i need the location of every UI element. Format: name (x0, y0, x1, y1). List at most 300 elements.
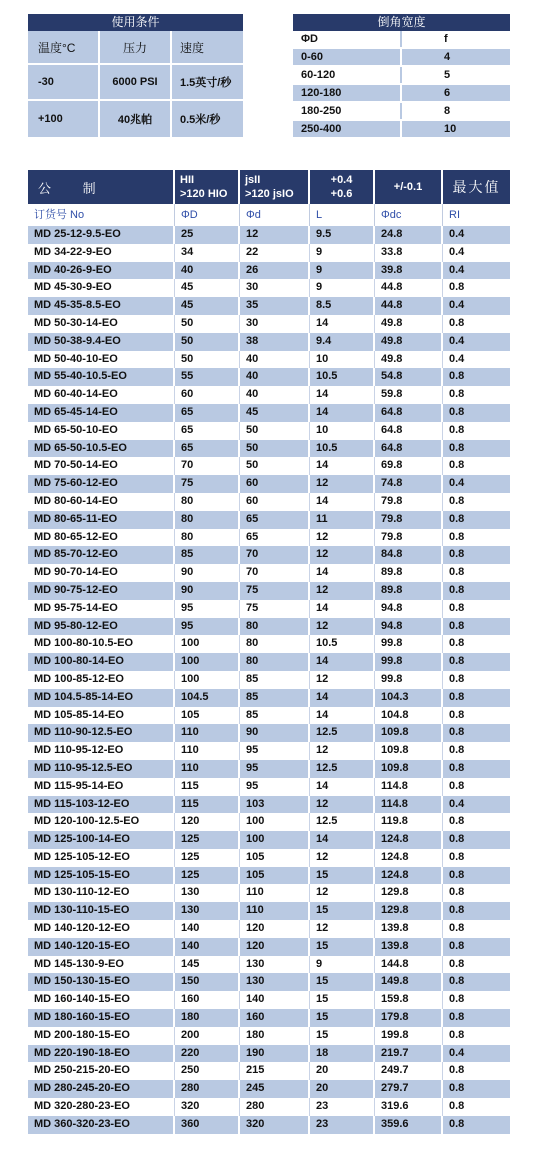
cell-radius: 0.8 (449, 637, 465, 650)
cell-outer-diameter: 80 (175, 511, 240, 529)
cell-order-no: MD 50-30-14-EO (28, 315, 175, 333)
cell-length: 14 (310, 653, 375, 671)
cell-radius: 0.8 (449, 316, 465, 329)
cell-radius: 0.8 (449, 690, 465, 703)
cell-inner-diameter: 160 (240, 1009, 310, 1027)
cell-outer-diameter: 100 (175, 653, 240, 671)
temperature-max: +100 (38, 113, 63, 125)
cell-order-no: MD 100-80-10.5-EO (28, 635, 175, 653)
cell-inner-diameter: 40 (240, 351, 310, 369)
cell-radius: 0.8 (449, 1028, 465, 1041)
cell-inner-diameter: 80 (240, 653, 310, 671)
cell-length: 10 (310, 422, 375, 440)
cell-outer-diameter: 110 (175, 724, 240, 742)
cell-radius: 0.8 (449, 655, 465, 668)
table-row (28, 600, 510, 618)
cell-radius: 0.4 (449, 797, 465, 810)
cell-dc-diameter: 139.8 (375, 938, 443, 956)
cell-length: 9 (310, 244, 375, 262)
cell-outer-diameter: 100 (175, 671, 240, 689)
cell-order-no: MD 130-110-12-EO (28, 884, 175, 902)
chamfer-width: 8 (444, 105, 451, 117)
cell-order-no: MD 80-65-11-EO (28, 511, 175, 529)
cell-inner-diameter: 120 (240, 920, 310, 938)
cell-inner-diameter: 70 (240, 546, 310, 564)
cell-dc-diameter: 99.8 (375, 635, 443, 653)
cell-order-no: MD 150-130-15-EO (28, 973, 175, 991)
cell-order-no: MD 65-50-10.5-EO (28, 440, 175, 458)
chamfer-width: 6 (444, 87, 451, 99)
cell-outer-diameter: 220 (175, 1045, 240, 1063)
table-row (28, 956, 510, 974)
cell-inner-diameter: 60 (240, 475, 310, 493)
cell-radius: 0.8 (449, 619, 465, 632)
cell-dc-diameter: 124.8 (375, 867, 443, 885)
cell-order-no: MD 115-95-14-EO (28, 778, 175, 796)
header-dc-tolerance: +/-0.1 (375, 170, 443, 204)
cell-inner-diameter: 190 (240, 1045, 310, 1063)
cell-dc-diameter: 139.8 (375, 920, 443, 938)
cell-length: 12.5 (310, 813, 375, 831)
cell-inner-diameter: 50 (240, 422, 310, 440)
table-row (28, 315, 510, 333)
cell-inner-diameter: 85 (240, 689, 310, 707)
chamfer-range: 0-60 (293, 49, 402, 65)
cell-order-no: MD 25-12-9.5-EO (28, 226, 175, 244)
cell-dc-diameter: 114.8 (375, 796, 443, 814)
cell-length: 15 (310, 973, 375, 991)
cell-length: 10.5 (310, 440, 375, 458)
cell-radius: 0.8 (449, 850, 465, 863)
cell-dc-diameter: 104.3 (375, 689, 443, 707)
cell-radius: 0.4 (449, 245, 465, 258)
cell-dc-diameter: 49.8 (375, 315, 443, 333)
cell-length: 12 (310, 742, 375, 760)
table-row (28, 1116, 510, 1134)
cell-outer-diameter: 115 (175, 796, 240, 814)
cell-dc-diameter: 359.6 (375, 1116, 443, 1134)
cell-outer-diameter: 160 (175, 991, 240, 1009)
cell-length: 15 (310, 902, 375, 920)
cell-dc-diameter: 94.8 (375, 618, 443, 636)
cell-outer-diameter: 280 (175, 1080, 240, 1098)
cell-order-no: MD 50-38-9.4-EO (28, 333, 175, 351)
cell-dc-diameter: 39.8 (375, 262, 443, 280)
cell-dc-diameter: 64.8 (375, 422, 443, 440)
cell-length: 14 (310, 564, 375, 582)
cell-order-no: MD 140-120-12-EO (28, 920, 175, 938)
cell-inner-diameter: 215 (240, 1062, 310, 1080)
cell-order-no: MD 75-60-12-EO (28, 475, 175, 493)
cell-radius: 0.8 (449, 583, 465, 596)
cell-length: 14 (310, 457, 375, 475)
cell-length: 12 (310, 671, 375, 689)
pressure-mpa: 40兆帕 (117, 114, 153, 126)
cell-order-no: MD 95-75-14-EO (28, 600, 175, 618)
cell-radius: 0.4 (449, 334, 465, 347)
cell-dc-diameter: 94.8 (375, 600, 443, 618)
cell-outer-diameter: 105 (175, 707, 240, 725)
cell-outer-diameter: 50 (175, 333, 240, 351)
cell-length: 12 (310, 529, 375, 547)
cell-inner-diameter: 130 (240, 973, 310, 991)
cell-radius: 0.8 (449, 726, 465, 739)
cell-outer-diameter: 140 (175, 938, 240, 956)
cell-radius: 0.8 (449, 708, 465, 721)
cell-outer-diameter: 75 (175, 475, 240, 493)
cell-length: 11 (310, 511, 375, 529)
table-row (28, 796, 510, 814)
cell-dc-diameter: 44.8 (375, 297, 443, 315)
table-row (28, 333, 510, 351)
cell-inner-diameter: 40 (240, 368, 310, 386)
header-d-tolerance-text: jsII >120 jsIO (245, 174, 294, 200)
cell-radius: 0.8 (449, 1011, 465, 1024)
cell-order-no: MD 45-30-9-EO (28, 279, 175, 297)
chamfer-row (293, 103, 510, 121)
cell-dc-diameter: 89.8 (375, 564, 443, 582)
cell-order-no: MD 250-215-20-EO (28, 1062, 175, 1080)
table-row (28, 991, 510, 1009)
cell-dc-diameter: 109.8 (375, 742, 443, 760)
table-row (28, 1062, 510, 1080)
cell-outer-diameter: 140 (175, 920, 240, 938)
table-row (28, 707, 510, 725)
cell-length: 12 (310, 849, 375, 867)
chamfer-title: 倒角宽度 (293, 14, 510, 31)
cell-inner-diameter: 130 (240, 956, 310, 974)
cell-outer-diameter: 250 (175, 1062, 240, 1080)
cell-radius: 0.8 (449, 548, 465, 561)
cell-outer-diameter: 55 (175, 368, 240, 386)
header-L-tolerance-text: +0.4 +0.6 (330, 174, 353, 200)
cell-radius: 0.4 (449, 299, 465, 312)
cell-outer-diameter: 50 (175, 351, 240, 369)
pressure-psi: 6000 PSI (112, 76, 158, 88)
table-row (28, 671, 510, 689)
cell-outer-diameter: 120 (175, 813, 240, 831)
cell-length: 15 (310, 938, 375, 956)
header-D-tolerance-text: HII >120 HIO (180, 174, 228, 200)
cell-dc-diameter: 109.8 (375, 760, 443, 778)
cell-dc-diameter: 319.6 (375, 1098, 443, 1116)
cell-dc-diameter: 44.8 (375, 279, 443, 297)
chamfer-header-row (293, 31, 510, 49)
cell-dc-diameter: 99.8 (375, 653, 443, 671)
table-row (28, 742, 510, 760)
table-row (28, 813, 510, 831)
table-row (28, 920, 510, 938)
cell-order-no: MD 280-245-20-EO (28, 1080, 175, 1098)
cell-radius: 0.8 (449, 672, 465, 685)
table-row (28, 1009, 510, 1027)
cell-radius: 0.8 (449, 815, 465, 828)
conditions-title: 使用条件 (28, 14, 243, 31)
cell-order-no: MD 115-103-12-EO (28, 796, 175, 814)
table-row (28, 653, 510, 671)
cell-length: 12.5 (310, 760, 375, 778)
cell-order-no: MD 125-105-15-EO (28, 867, 175, 885)
header-L-tolerance (310, 170, 375, 204)
cell-radius: 0.8 (449, 1064, 465, 1077)
cell-radius: 0.8 (449, 1100, 465, 1113)
cell-inner-diameter: 75 (240, 582, 310, 600)
cell-inner-diameter: 35 (240, 297, 310, 315)
header-metric: 公 制 (28, 170, 175, 204)
cell-inner-diameter: 140 (240, 991, 310, 1009)
table-row (28, 724, 510, 742)
table-row (28, 582, 510, 600)
cell-outer-diameter: 90 (175, 582, 240, 600)
cell-dc-diameter: 49.8 (375, 333, 443, 351)
table-body (28, 226, 510, 1134)
table-row (28, 1027, 510, 1045)
cell-dc-diameter: 109.8 (375, 724, 443, 742)
cell-length: 23 (310, 1116, 375, 1134)
cell-inner-diameter: 90 (240, 724, 310, 742)
cell-inner-diameter: 22 (240, 244, 310, 262)
cell-order-no: MD 85-70-12-EO (28, 546, 175, 564)
cell-radius: 0.8 (449, 370, 465, 383)
cell-inner-diameter: 75 (240, 600, 310, 618)
cell-inner-diameter: 95 (240, 742, 310, 760)
cell-outer-diameter: 50 (175, 315, 240, 333)
cell-dc-diameter: 24.8 (375, 226, 443, 244)
cell-length: 15 (310, 867, 375, 885)
cell-inner-diameter: 85 (240, 671, 310, 689)
table-row (28, 368, 510, 386)
cell-radius: 0.8 (449, 868, 465, 881)
subheader-dc: Φdc (375, 204, 443, 226)
cell-radius: 0.8 (449, 494, 465, 507)
table-row (28, 226, 510, 244)
chamfer-range: 250-400 (293, 121, 402, 137)
cell-dc-diameter: 249.7 (375, 1062, 443, 1080)
chamfer-width: 10 (444, 123, 457, 135)
cell-length: 15 (310, 1009, 375, 1027)
cell-length: 12 (310, 546, 375, 564)
cell-length: 14 (310, 778, 375, 796)
cell-outer-diameter: 104.5 (175, 689, 240, 707)
chamfer-header-f: f (444, 33, 448, 45)
cell-radius: 0.8 (449, 993, 465, 1006)
cell-outer-diameter: 320 (175, 1098, 240, 1116)
cell-outer-diameter: 90 (175, 564, 240, 582)
cell-outer-diameter: 80 (175, 493, 240, 511)
cell-inner-diameter: 100 (240, 831, 310, 849)
speed-imperial: 1.5英寸/秒 (180, 77, 232, 89)
cell-dc-diameter: 99.8 (375, 671, 443, 689)
table-row (28, 831, 510, 849)
cell-outer-diameter: 110 (175, 760, 240, 778)
subheader-d: Φd (240, 204, 310, 226)
cell-outer-diameter: 45 (175, 297, 240, 315)
cell-outer-diameter: 150 (175, 973, 240, 991)
cell-radius: 0.4 (449, 263, 465, 276)
cell-dc-diameter: 33.8 (375, 244, 443, 262)
cell-order-no: MD 65-45-14-EO (28, 404, 175, 422)
cell-length: 9.4 (310, 333, 375, 351)
table-subheader (28, 204, 510, 226)
cell-dc-diameter: 79.8 (375, 511, 443, 529)
cell-order-no: MD 60-40-14-EO (28, 386, 175, 404)
table-row (28, 618, 510, 636)
cell-outer-diameter: 130 (175, 884, 240, 902)
dimension-table (28, 170, 510, 1134)
table-row (28, 440, 510, 458)
subheader-D: ΦD (175, 204, 240, 226)
cell-inner-diameter: 105 (240, 849, 310, 867)
cell-radius: 0.8 (449, 886, 465, 899)
table-row (28, 262, 510, 280)
cell-length: 8.5 (310, 297, 375, 315)
table-row (28, 511, 510, 529)
cell-radius: 0.8 (449, 975, 465, 988)
cell-length: 12 (310, 920, 375, 938)
cell-radius: 0.8 (449, 1117, 465, 1130)
table-row (28, 635, 510, 653)
cell-length: 14 (310, 315, 375, 333)
cell-outer-diameter: 95 (175, 618, 240, 636)
table-row (28, 386, 510, 404)
cell-length: 14 (310, 404, 375, 422)
cell-dc-diameter: 64.8 (375, 440, 443, 458)
table-row (28, 351, 510, 369)
chamfer-row (293, 85, 510, 103)
cell-order-no: MD 95-80-12-EO (28, 618, 175, 636)
cell-inner-diameter: 12 (240, 226, 310, 244)
chamfer-panel (293, 14, 510, 139)
cell-outer-diameter: 130 (175, 902, 240, 920)
cell-order-no: MD 125-100-14-EO (28, 831, 175, 849)
table-row (28, 244, 510, 262)
cell-outer-diameter: 115 (175, 778, 240, 796)
table-row (28, 422, 510, 440)
cell-dc-diameter: 79.8 (375, 493, 443, 511)
cell-inner-diameter: 280 (240, 1098, 310, 1116)
table-row (28, 297, 510, 315)
cell-order-no: MD 220-190-18-EO (28, 1045, 175, 1063)
cell-order-no: MD 40-26-9-EO (28, 262, 175, 280)
cell-outer-diameter: 60 (175, 386, 240, 404)
cell-inner-diameter: 30 (240, 315, 310, 333)
chamfer-width: 4 (444, 51, 451, 63)
cell-length: 20 (310, 1080, 375, 1098)
cell-radius: 0.4 (449, 228, 465, 240)
cell-inner-diameter: 110 (240, 902, 310, 920)
cell-order-no: MD 55-40-10.5-EO (28, 368, 175, 386)
cell-outer-diameter: 65 (175, 422, 240, 440)
cell-inner-diameter: 40 (240, 386, 310, 404)
cell-order-no: MD 130-110-15-EO (28, 902, 175, 920)
cell-radius: 0.8 (449, 601, 465, 614)
cell-order-no: MD 110-90-12.5-EO (28, 724, 175, 742)
cell-length: 9 (310, 262, 375, 280)
chamfer-row (293, 49, 510, 67)
table-row (28, 778, 510, 796)
cell-inner-diameter: 38 (240, 333, 310, 351)
cell-outer-diameter: 360 (175, 1116, 240, 1134)
cell-dc-diameter: 114.8 (375, 778, 443, 796)
cell-order-no: MD 110-95-12-EO (28, 742, 175, 760)
table-row (28, 564, 510, 582)
cell-radius: 0.8 (449, 512, 465, 525)
cell-inner-diameter: 320 (240, 1116, 310, 1134)
cell-inner-diameter: 60 (240, 493, 310, 511)
table-row (28, 973, 510, 991)
subheader-R: RI (449, 209, 460, 221)
cell-radius: 0.8 (449, 459, 465, 472)
cell-length: 12 (310, 475, 375, 493)
cell-radius: 0.8 (449, 744, 465, 757)
cell-length: 10.5 (310, 368, 375, 386)
cell-inner-diameter: 80 (240, 618, 310, 636)
cell-outer-diameter: 180 (175, 1009, 240, 1027)
cell-radius: 0.8 (449, 779, 465, 792)
cell-order-no: MD 50-40-10-EO (28, 351, 175, 369)
table-row (28, 938, 510, 956)
cell-inner-diameter: 245 (240, 1080, 310, 1098)
table-row (28, 1045, 510, 1063)
table-row (28, 1080, 510, 1098)
table-header (28, 170, 510, 204)
cell-dc-diameter: 179.8 (375, 1009, 443, 1027)
cell-inner-diameter: 26 (240, 262, 310, 280)
cell-inner-diameter: 105 (240, 867, 310, 885)
cell-inner-diameter: 95 (240, 778, 310, 796)
cell-length: 23 (310, 1098, 375, 1116)
cell-inner-diameter: 110 (240, 884, 310, 902)
chamfer-width: 5 (444, 69, 451, 81)
table-row (28, 279, 510, 297)
cell-length: 14 (310, 386, 375, 404)
cell-outer-diameter: 200 (175, 1027, 240, 1045)
cell-radius: 0.8 (449, 833, 465, 846)
table-row (28, 902, 510, 920)
chamfer-range: 120-180 (293, 85, 402, 101)
header-d-tolerance (240, 170, 310, 204)
cell-outer-diameter: 125 (175, 831, 240, 849)
cell-inner-diameter: 65 (240, 511, 310, 529)
cell-outer-diameter: 125 (175, 867, 240, 885)
cell-dc-diameter: 119.8 (375, 813, 443, 831)
cell-outer-diameter: 100 (175, 635, 240, 653)
cell-radius: 0.4 (449, 352, 465, 365)
cell-radius: 0.8 (449, 922, 465, 935)
subheader-order-no: 订货号 No (28, 204, 175, 226)
cell-dc-diameter: 64.8 (375, 404, 443, 422)
cell-radius: 0.8 (449, 530, 465, 543)
cell-inner-diameter: 80 (240, 635, 310, 653)
cell-dc-diameter: 149.8 (375, 973, 443, 991)
cell-length: 14 (310, 831, 375, 849)
cell-length: 12 (310, 618, 375, 636)
cell-dc-diameter: 124.8 (375, 831, 443, 849)
cell-dc-diameter: 104.8 (375, 707, 443, 725)
cell-length: 14 (310, 689, 375, 707)
cell-radius: 0.8 (449, 904, 465, 917)
cell-dc-diameter: 59.8 (375, 386, 443, 404)
cell-dc-diameter: 89.8 (375, 582, 443, 600)
cell-inner-diameter: 120 (240, 938, 310, 956)
table-row (28, 1098, 510, 1116)
cell-order-no: MD 110-95-12.5-EO (28, 760, 175, 778)
cell-length: 14 (310, 600, 375, 618)
cell-dc-diameter: 49.8 (375, 351, 443, 369)
cell-length: 12 (310, 796, 375, 814)
cell-dc-diameter: 219.7 (375, 1045, 443, 1063)
cell-order-no: MD 90-75-12-EO (28, 582, 175, 600)
